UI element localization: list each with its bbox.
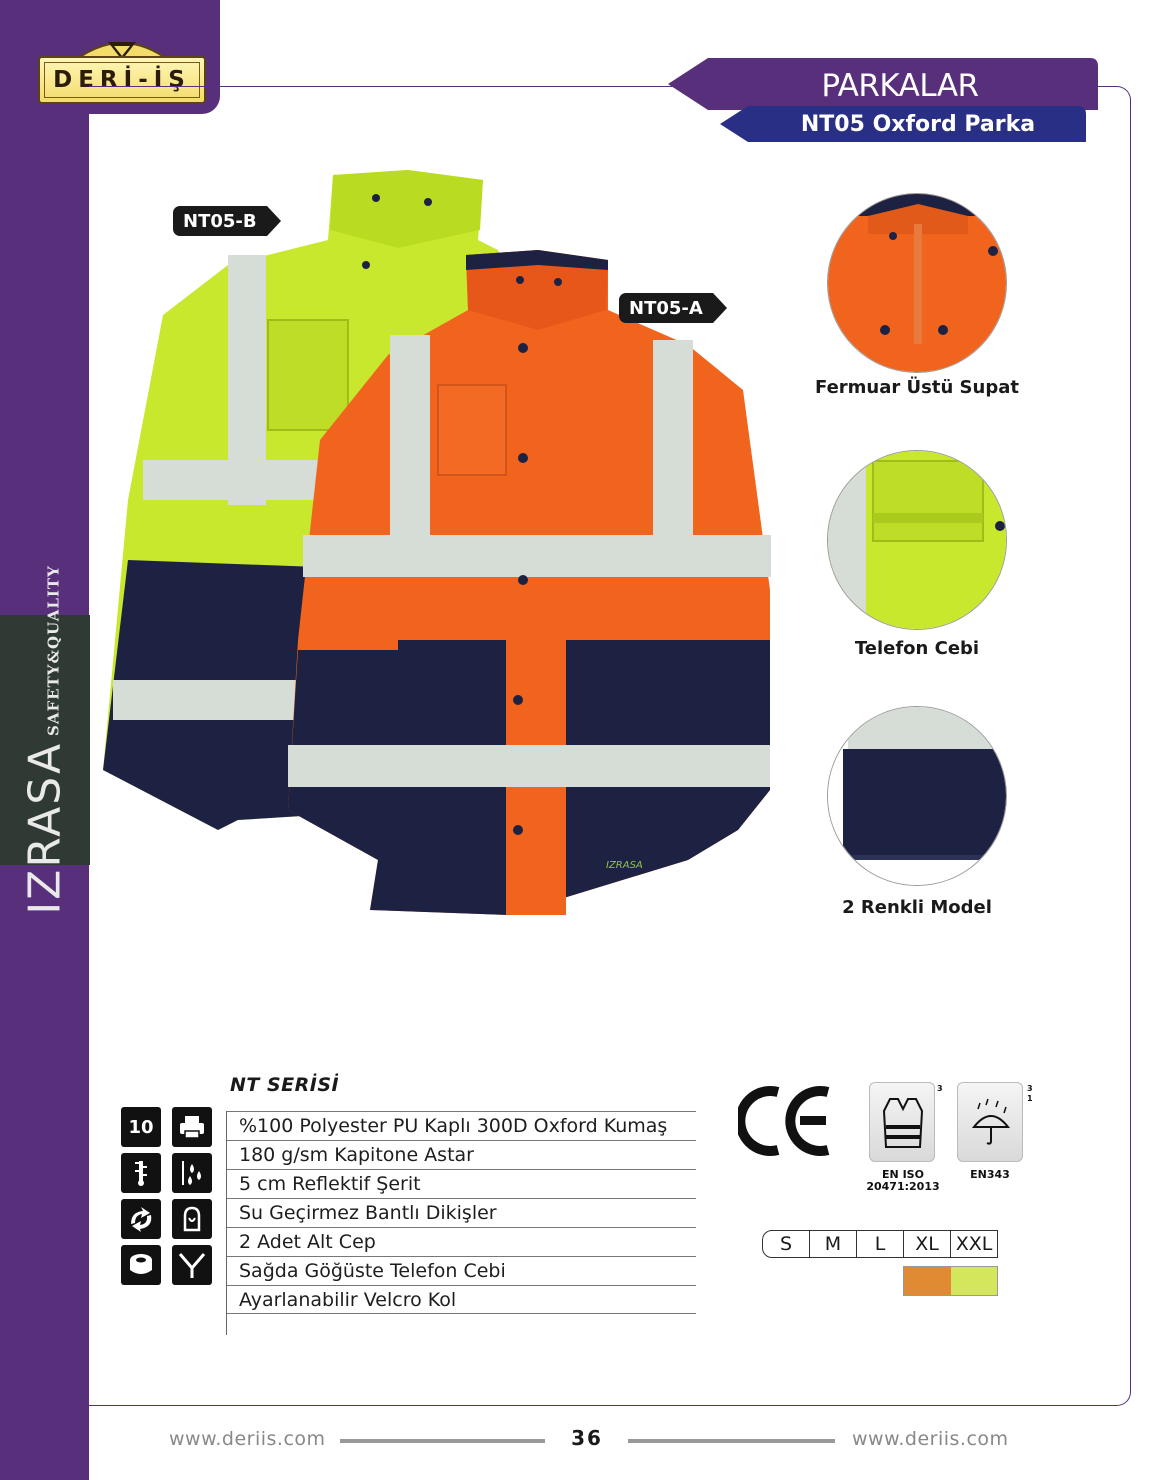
color-swatches <box>903 1266 998 1296</box>
rain-drops-icon <box>172 1153 212 1193</box>
feature-item: 5 cm Reflektif Şerit <box>227 1169 696 1198</box>
color-swatch-orange <box>904 1267 951 1295</box>
variant-tag-a: NT05-A <box>619 293 713 323</box>
side-brand <box>20 565 71 915</box>
feature-list <box>226 1111 696 1335</box>
recycle-icon <box>121 1199 161 1239</box>
footer-divider-right <box>628 1439 835 1443</box>
size-m: M <box>810 1230 857 1258</box>
page-number: 36 <box>571 1426 603 1450</box>
reflective-y-icon <box>172 1245 212 1285</box>
category-title: PARKALAR <box>821 68 979 104</box>
jackets-illustration <box>98 170 788 930</box>
size-chart <box>762 1230 998 1258</box>
product-title: NT05 Oxford Parka <box>800 111 1036 137</box>
detail-two-color <box>827 706 1007 886</box>
series-title: NT SERİSİ <box>230 1074 340 1096</box>
print-icon <box>172 1107 212 1147</box>
wash-temp-value: 10 <box>128 1116 154 1138</box>
side-brand-name: IZRASA <box>19 741 71 915</box>
variant-tag-b: NT05-B <box>173 206 267 236</box>
side-brand-tagline: SAFETY&QUALITY <box>44 565 62 736</box>
feature-item: %100 Polyester PU Kaplı 300D Oxford Kumaş <box>227 1111 696 1140</box>
detail-caption-1: Fermuar Üstü Supat <box>815 377 1019 398</box>
cert-en343 <box>957 1082 1023 1162</box>
cert-en-iso-20471 <box>869 1082 935 1162</box>
size-s: S <box>762 1230 810 1258</box>
hood-icon <box>172 1199 212 1239</box>
cert1-label: EN ISO 20471:2013 <box>866 1168 940 1193</box>
feature-item: Su Geçirmez Bantlı Dikişler <box>227 1198 696 1227</box>
cert1-class: 3 <box>937 1084 943 1093</box>
ce-mark-icon <box>738 1084 834 1158</box>
detail-phone-pocket <box>827 450 1007 630</box>
umbrella-rain-icon <box>958 1083 1024 1163</box>
tape-roll-icon <box>121 1245 161 1285</box>
wash-temp-icon <box>121 1107 161 1147</box>
jacket-brand-label: IZRASA <box>606 860 643 871</box>
logo-text: DERİ-İŞ <box>53 67 191 93</box>
footer-divider-left <box>340 1439 545 1443</box>
footer-url-right[interactable]: www.deriis.com <box>852 1428 1009 1450</box>
feature-item: 180 g/sm Kapitone Astar <box>227 1140 696 1169</box>
feature-item: Ayarlanabilir Velcro Kol <box>227 1285 696 1314</box>
size-l: L <box>857 1230 904 1258</box>
cert2-class: 3 1 <box>1027 1084 1033 1103</box>
size-xl: XL <box>904 1230 951 1258</box>
feature-item: 2 Adet Alt Cep <box>227 1227 696 1256</box>
detail-caption-3: 2 Renkli Model <box>842 897 992 918</box>
feature-item: Sağda Göğüste Telefon Cebi <box>227 1256 696 1285</box>
footer-url-left[interactable]: www.deriis.com <box>169 1428 326 1450</box>
detail-caption-2: Telefon Cebi <box>854 638 980 659</box>
size-xxl: XXL <box>951 1230 998 1258</box>
zipper-icon <box>121 1153 161 1193</box>
cert2-label: EN343 <box>970 1168 1010 1181</box>
detail-zipper-flap <box>827 193 1007 373</box>
hi-vis-vest-icon <box>870 1083 936 1163</box>
color-swatch-yellow <box>951 1267 998 1295</box>
